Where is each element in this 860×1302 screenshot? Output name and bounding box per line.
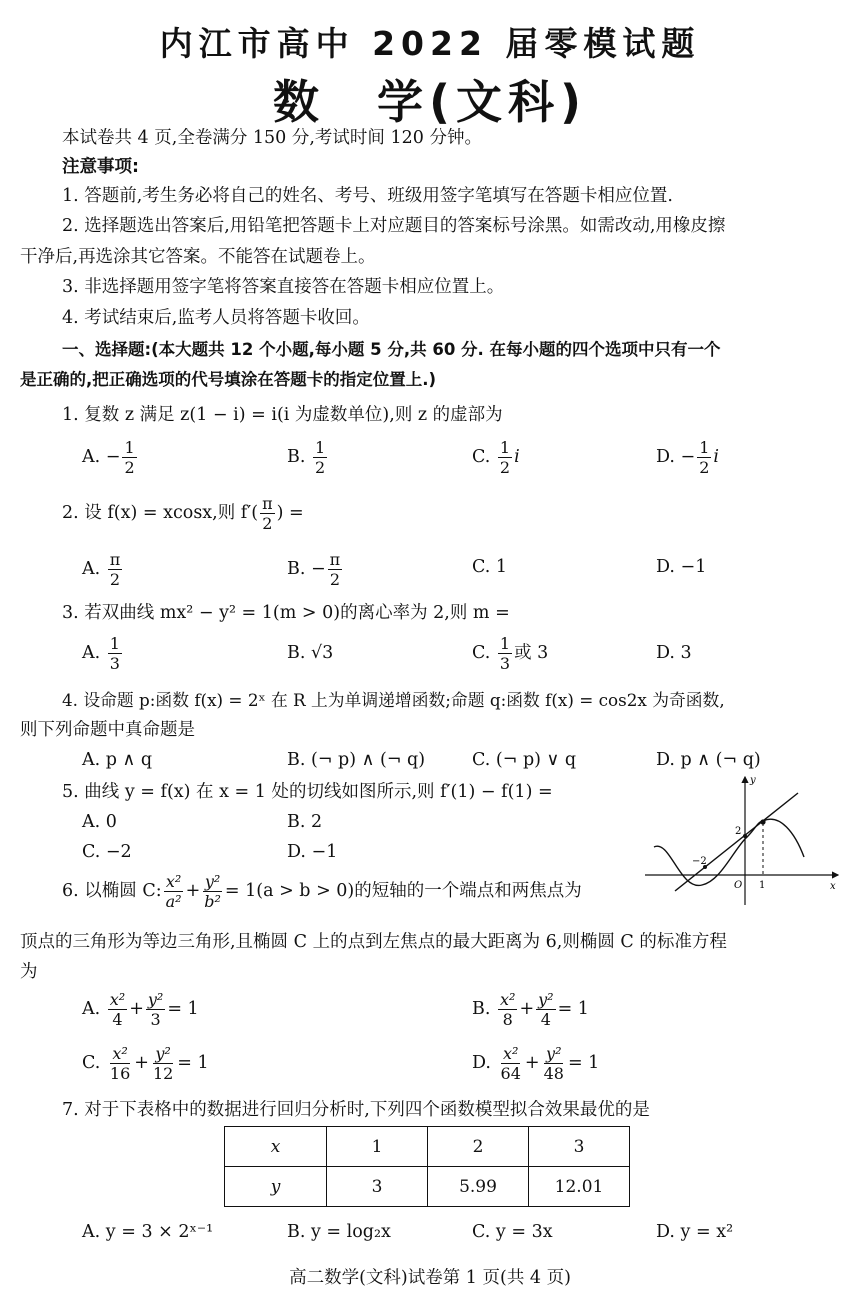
- question-1-stem: 1. 复数 z 满足 z(1 − i) = i(i 为虚数单位),则 z 的虚部为: [62, 405, 503, 425]
- q7-option-c: C. y = 3x: [472, 1222, 553, 1242]
- page-footer: 高二数学(文科)试卷第 1 页(共 4 页): [289, 1268, 571, 1288]
- q5-option-a: A. 0: [82, 812, 117, 832]
- table-row: [225, 1167, 630, 1207]
- table-cell: 3: [529, 1127, 630, 1167]
- x-axis-label: x: [830, 881, 836, 892]
- question-4-stem-cont: 则下列命题中真命题是: [20, 720, 195, 740]
- q3-option-d: D. 3: [656, 643, 692, 663]
- q2-option-b: B. − $\frac{\pi}{2}$: [287, 550, 341, 589]
- q1-option-a: A. − $\frac{1}{2}$: [82, 438, 135, 477]
- note-1: 1. 答题前,考生务必将自己的姓名、考号、班级用签字笔填写在答题卡相应位置.: [62, 186, 673, 206]
- origin-label: O: [734, 880, 743, 891]
- table-cell: 5.99: [428, 1167, 529, 1207]
- q6-option-c: C. $\frac{\text{x²}}{16}$ + $\frac{\text{y²}}{12}$ = 1: [82, 1044, 209, 1083]
- table-cell: x: [225, 1127, 327, 1167]
- q1-option-b: B. $\frac{1}{2}$: [287, 438, 326, 477]
- question-3-stem: 3. 若双曲线 mx² − y² = 1(m > 0)的离心率为 2,则 m =: [62, 603, 510, 623]
- note-2-cont: 干净后,再选涂其它答案。不能答在试题卷上。: [20, 247, 376, 267]
- q5-option-c: C. −2: [82, 842, 132, 862]
- q1-option-d: D. − $\frac{1}{2}$ i: [656, 438, 719, 477]
- tick-label-neg2: −2: [692, 856, 707, 867]
- section-heading: 一、选择题:(本大题共 12 个小题,每小题 5 分,共 60 分. 在每小题的四个选项中只有一个: [62, 340, 721, 359]
- question-2-stem: 2. 设 f(x) = xcosx,则 f′( $\frac{\pi}{2}$ ) =: [62, 494, 304, 533]
- q4-option-d: D. p ∧ (¬ q): [656, 750, 761, 770]
- q1-option-c: C. $\frac{1}{2}$ i: [472, 438, 520, 477]
- question-5-stem: 5. 曲线 y = f(x) 在 x = 1 处的切线如图所示,则 f′(1) − f(1) =: [62, 782, 553, 802]
- q6-option-d: D. $\frac{\text{x²}}{64}$ + $\frac{\text{y²}}{48}$ = 1: [472, 1044, 600, 1083]
- tick-label-1: 1: [759, 880, 766, 891]
- question-6-stem-cont: 顶点的三角形为等边三角形,且椭圆 C 上的点到左焦点的最大距离为 6,则椭圆 C 的标准方程: [20, 932, 727, 952]
- q5-option-d: D. −1: [287, 842, 338, 862]
- question-7-stem: 7. 对于下表格中的数据进行回归分析时,下列四个函数模型拟合效果最优的是: [62, 1100, 650, 1120]
- table-cell: 2: [428, 1127, 529, 1167]
- question-6-stem: 6. 以椭圆 C: $\frac{\text{x²}}{\text{a²}}$ + $\frac{\text{y²}}{\text{b²}}$ = 1(a > b > 0)的短轴的一个端点和两焦点为: [62, 872, 582, 911]
- tick-label-2: 2: [735, 826, 742, 837]
- q7-option-b: B. y = log₂x: [287, 1222, 391, 1242]
- y-axis-label: y: [750, 775, 756, 786]
- subject-title: 数 学(文科): [272, 75, 588, 129]
- table-cell: y: [225, 1167, 327, 1207]
- q3-option-a: A. $\frac{1}{3}$: [82, 634, 120, 673]
- q7-option-a: A. y = 3 × 2ˣ⁻¹: [82, 1222, 214, 1242]
- note-4: 4. 考试结束后,监考人员将答题卡收回。: [62, 308, 370, 328]
- q2-option-d: D. −1: [656, 557, 707, 577]
- tangent-line: [675, 793, 798, 891]
- note-3: 3. 非选择题用签字笔将答案直接答在答题卡相应位置上。: [62, 277, 505, 297]
- q4-option-c: C. (¬ p) ∨ q: [472, 750, 577, 770]
- section-heading-cont: 是正确的,把正确选项的代号填涂在答题卡的指定位置上.): [20, 370, 437, 389]
- q2-option-a: A. $\frac{\pi}{2}$: [82, 550, 121, 589]
- q2-option-c: C. 1: [472, 557, 508, 577]
- table-cell: 3: [327, 1167, 428, 1207]
- q4-option-b: B. (¬ p) ∧ (¬ q): [287, 750, 426, 770]
- notes-heading: 注意事项:: [62, 157, 139, 177]
- q6-option-a: A. $\frac{\text{x²}}{4}$ + $\frac{\text{y²}}{3}$ = 1: [82, 990, 199, 1029]
- q5-option-b: B. 2: [287, 812, 323, 832]
- q3-option-c: C. $\frac{1}{3}$ 或 3: [472, 634, 549, 673]
- y-intercept-point: [743, 834, 747, 838]
- intro-text: 本试卷共 4 页,全卷满分 150 分,考试时间 120 分钟。: [62, 128, 482, 148]
- question-4-stem: 4. 设命题 p:函数 f(x) = 2ˣ 在 R 上为单调递增函数;命题 q:函数 f(x) = cos2x 为奇函数,: [62, 690, 725, 710]
- q7-option-d: D. y = x²: [656, 1222, 734, 1242]
- regression-data-table: [224, 1126, 630, 1207]
- exam-title: 内江市高中 2022 届零模试题: [159, 24, 701, 63]
- question-6-stem-end: 为: [20, 962, 38, 982]
- tangent-point: [760, 819, 765, 824]
- table-row: [225, 1127, 630, 1167]
- table-cell: 1: [327, 1127, 428, 1167]
- q4-option-a: A. p ∧ q: [82, 750, 153, 770]
- q3-option-b: B. √3: [287, 643, 334, 663]
- table-cell: 12.01: [529, 1167, 630, 1207]
- q6-option-b: B. $\frac{\text{x²}}{8}$ + $\frac{\text{y²}}{4}$ = 1: [472, 990, 589, 1029]
- q5-tangent-figure: [640, 773, 845, 908]
- note-2: 2. 选择题选出答案后,用铅笔把答题卡上对应题目的答案标号涂黑。如需改动,用橡皮擦: [62, 216, 726, 236]
